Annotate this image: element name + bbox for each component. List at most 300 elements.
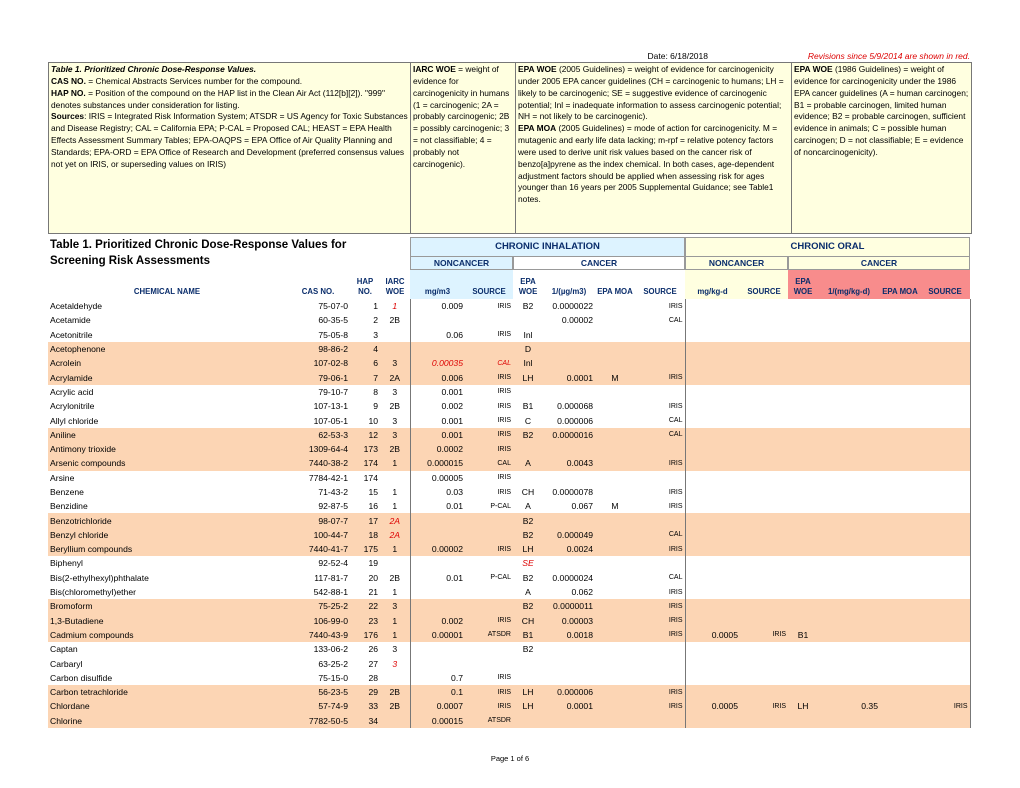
cell-sf-source — [920, 642, 970, 656]
cell-rfd — [685, 456, 740, 470]
cell-hap-no: 21 — [368, 587, 378, 598]
cell-rfd-source — [740, 656, 788, 670]
cell-ur-source — [635, 671, 685, 685]
cell-rfc-source — [465, 528, 513, 542]
cell-inh-woe: C — [524, 415, 532, 426]
cell-inh-moa — [595, 385, 635, 399]
cell-rfd-source — [740, 471, 788, 485]
cell-ur-source: CAL — [635, 528, 685, 542]
cell-iarc-woe: 1 — [392, 501, 398, 512]
cell-rfc-source: IRIS — [497, 674, 511, 682]
cell-rfd-source — [740, 599, 788, 613]
cell-rfc-source: IRIS — [497, 388, 511, 396]
cell-oral-woe — [788, 471, 818, 485]
cell-unit-risk: 0.0001 — [543, 370, 595, 384]
table-row — [48, 299, 970, 313]
cell-oral-woe — [788, 556, 818, 570]
cell-oral-moa — [880, 699, 920, 713]
cell-ur-source: IRIS — [635, 614, 685, 628]
cell-hap-no: 1 — [373, 301, 378, 312]
cell-iarc-woe: 2A — [380, 513, 410, 527]
cell-chemical-name: Benzidine — [50, 501, 88, 512]
cell-chemical-name: Acrylonitrile — [50, 401, 95, 412]
cell-oral-woe — [788, 614, 818, 628]
cell-oral-woe: LH — [788, 699, 818, 713]
cell-rfd-source — [740, 571, 788, 585]
cell-slope-factor — [818, 714, 880, 728]
cell-oral-moa — [880, 585, 920, 599]
cell-ur-source — [635, 471, 685, 485]
cell-unit-risk: 0.0001 — [543, 699, 595, 713]
cell-rfc-source: ATSDR — [465, 628, 513, 642]
cell-rfd — [685, 656, 740, 670]
cell-inh-woe: B2 — [522, 644, 534, 655]
cell-ur-source: IRIS — [635, 542, 685, 556]
cell-sf-source — [920, 370, 970, 384]
cell-unit-risk: 0.0024 — [543, 542, 595, 556]
table-row — [48, 356, 970, 370]
cell-inh-moa — [595, 656, 635, 670]
cell-cas-no: 7440-43-9 — [286, 628, 350, 642]
cell-slope-factor — [818, 556, 880, 570]
cell-rfd-source — [740, 556, 788, 570]
cell-cas-no: 106-99-0 — [286, 614, 350, 628]
chronic-inhalation-header: CHRONIC INHALATION — [410, 237, 685, 257]
cell-hap-no: 16 — [368, 501, 378, 512]
table-row — [48, 428, 970, 442]
cell-rfc — [410, 585, 465, 599]
cell-rfd — [685, 413, 740, 427]
cell-slope-factor — [818, 356, 880, 370]
cell-unit-risk: 0.0000022 — [552, 301, 593, 312]
cell-chemical-name: Acrylamide — [48, 370, 286, 384]
cell-sf-source — [920, 385, 970, 399]
table-row — [48, 513, 970, 527]
cell-cas-no: 79-06-1 — [286, 370, 350, 384]
cell-rfd-source — [740, 614, 788, 628]
cell-rfd-source — [740, 485, 788, 499]
cell-ur-source — [635, 556, 685, 570]
cell-oral-moa — [880, 385, 920, 399]
cell-ur-source — [635, 356, 685, 370]
cell-rfc-source: ATSDR — [465, 714, 513, 728]
cell-rfd — [685, 513, 740, 527]
cell-rfd-source — [740, 299, 788, 313]
cell-sf-source — [920, 542, 970, 556]
cell-inh-woe: LH — [513, 685, 543, 699]
cell-oral-woe — [788, 399, 818, 413]
cell-chemical-name: Arsine — [50, 472, 75, 483]
cell-inh-moa — [595, 685, 635, 699]
cell-slope-factor — [818, 542, 880, 556]
cell-iarc-woe: 1 — [380, 614, 410, 628]
cell-rfc — [410, 313, 465, 327]
cell-sf-source — [920, 499, 970, 513]
cell-ur-source — [635, 328, 685, 342]
cell-iarc-woe: 2A — [380, 528, 410, 542]
cell-hap-no: 7 — [350, 370, 380, 384]
cell-inh-woe — [513, 656, 543, 670]
cell-inh-woe — [513, 714, 543, 728]
cell-slope-factor — [818, 342, 880, 356]
cell-hap-no: 2 — [373, 315, 378, 326]
cell-iarc-woe: 1 — [380, 628, 410, 642]
cell-hap-no: 18 — [350, 528, 380, 542]
cell-unit-risk: 0.000049 — [543, 528, 595, 542]
cell-oral-moa — [880, 399, 920, 413]
cell-slope-factor — [818, 385, 880, 399]
cell-rfd-source — [740, 528, 788, 542]
cell-cas-no: 7782-50-5 — [286, 714, 350, 728]
cell-hap-no: 175 — [350, 542, 380, 556]
cell-ur-source: IRIS — [635, 628, 685, 642]
table-row — [48, 499, 970, 513]
cell-rfc: 0.00002 — [410, 542, 465, 556]
cell-oral-moa — [880, 370, 920, 384]
cell-inh-moa: M — [595, 370, 635, 384]
table-row — [48, 585, 970, 599]
cell-hap-no: 27 — [368, 658, 378, 669]
cell-oral-moa — [880, 471, 920, 485]
cell-hap-no: 173 — [350, 442, 380, 456]
cell-hap-no: 3 — [373, 329, 378, 340]
cell-unit-risk — [543, 385, 595, 399]
cell-oral-moa — [880, 542, 920, 556]
table-row — [48, 614, 970, 628]
cell-inh-woe: LH — [513, 699, 543, 713]
cell-hap-no: 15 — [368, 487, 378, 497]
cell-iarc-woe — [380, 671, 410, 685]
cell-inh-moa — [595, 599, 635, 613]
cell-rfc-source: IRIS — [465, 614, 513, 628]
cell-inh-moa — [595, 342, 635, 356]
cell-oral-moa — [880, 456, 920, 470]
cell-iarc-woe — [380, 471, 410, 485]
table-row — [48, 485, 970, 499]
cell-ur-source — [635, 513, 685, 527]
cell-oral-woe — [788, 714, 818, 728]
cell-inh-moa — [595, 442, 635, 456]
cell-rfd — [685, 342, 740, 356]
cell-sf-source — [920, 671, 970, 685]
cell-rfc-source: IRIS — [465, 370, 513, 384]
cell-cas-no: 75-07-0 — [318, 301, 348, 312]
cell-oral-moa — [880, 342, 920, 356]
cell-hap-no: 33 — [350, 699, 380, 713]
cell-rfd-source — [740, 442, 788, 456]
cell-chemical-name: Aniline — [48, 428, 286, 442]
cell-rfd — [685, 370, 740, 384]
cell-ur-source — [635, 642, 685, 656]
cell-cas-no: 62-53-3 — [286, 428, 350, 442]
cell-rfc-source: IRIS — [465, 428, 513, 442]
cell-slope-factor: 0.35 — [818, 699, 880, 713]
cell-slope-factor — [818, 513, 880, 527]
cell-slope-factor — [818, 628, 880, 642]
cell-unit-risk — [543, 671, 595, 685]
cell-inh-woe: A — [513, 456, 543, 470]
cell-cas-no: 60-35-5 — [318, 315, 348, 326]
cell-rfd — [685, 556, 740, 570]
cell-chemical-name: Acrylic acid — [50, 386, 94, 397]
cell-iarc-woe: 3 — [392, 415, 398, 426]
cell-rfd — [685, 299, 740, 313]
cell-slope-factor — [818, 571, 880, 585]
cell-oral-moa — [880, 714, 920, 728]
cell-oral-moa — [880, 685, 920, 699]
cell-unit-risk: 0.0000011 — [543, 599, 595, 613]
cell-iarc-woe: 2B — [389, 572, 400, 583]
cell-rfc — [410, 599, 465, 613]
notes-col-1 — [49, 63, 410, 233]
notes-col-2: IARC WOE = weight of evidence for carcinogenicity in humans (1 = carcinogenic; 2A = probably carcinogenic; 2B = possibly carcinogenic; 3 = not classifiable; 4 = probably not carcinogenic). — [410, 63, 515, 233]
cell-inh-moa — [595, 485, 635, 499]
cell-hap-no: 20 — [368, 572, 378, 583]
cell-rfc: 0.000015 — [410, 456, 465, 470]
cell-oral-moa — [880, 499, 920, 513]
cell-cas-no: 92-87-5 — [318, 501, 348, 512]
cell-inh-moa — [595, 313, 635, 327]
cell-rfc: 0.001 — [410, 385, 465, 399]
cell-inh-moa — [595, 456, 635, 470]
cell-rfd — [685, 442, 740, 456]
cell-oral-moa — [880, 614, 920, 628]
cell-inh-woe: SE — [522, 558, 534, 569]
cell-rfc-source — [465, 342, 513, 356]
cell-rfd-source — [740, 714, 788, 728]
cell-rfc — [410, 528, 465, 542]
cell-rfd — [685, 671, 740, 685]
notes-sources: Sources: IRIS = Integrated Risk Information System; ATSDR = US Agency for Toxic Substances and Disease Registry; CAL = California EPA; P-CAL = Proposed CAL; HEAST = EPA Health Effects Assessment Summary Tables; EPA-OAQPS = EPA Office of Air Quality Planning and Standards; EPA-ORD = EPA Office of Research and Development (preferred consensus values not yet on IRIS, or superseding values on IRIS) — [51, 111, 408, 169]
cell-rfc-source — [465, 656, 513, 670]
cell-oral-moa — [880, 442, 920, 456]
cell-slope-factor — [818, 499, 880, 513]
cell-inh-woe — [513, 471, 543, 485]
cell-rfc: 0.01 — [410, 571, 465, 585]
cell-iarc-woe: 3 — [392, 658, 398, 669]
cell-cas-no: 57-74-9 — [286, 699, 350, 713]
cell-inh-moa — [595, 413, 635, 427]
cell-oral-moa — [880, 528, 920, 542]
cell-inh-woe: A — [525, 587, 531, 598]
cell-iarc-woe: 3 — [380, 428, 410, 442]
cell-oral-woe — [788, 585, 818, 599]
cell-ur-source: CAL — [635, 413, 685, 427]
chronic-oral-header: CHRONIC ORAL — [685, 237, 970, 257]
cell-sf-source — [920, 656, 970, 670]
cell-oral-woe — [788, 513, 818, 527]
cell-cas-no: 75-05-8 — [318, 329, 348, 340]
cell-iarc-woe: 3 — [392, 644, 398, 655]
cell-rfc: 0.03 — [410, 485, 465, 499]
col-oral-epa-moa: EPA MOA — [880, 270, 920, 299]
cell-chemical-name: Bis(chloromethyl)ether — [50, 587, 136, 598]
cell-unit-risk — [543, 714, 595, 728]
cell-hap-no: 26 — [368, 644, 378, 655]
cell-slope-factor — [818, 471, 880, 485]
cell-iarc-woe: 3 — [380, 356, 410, 370]
cell-cas-no: 107-02-8 — [286, 356, 350, 370]
cell-inh-moa — [595, 642, 635, 656]
dose-response-table — [48, 299, 971, 728]
cell-rfd-source — [740, 542, 788, 556]
cell-chemical-name: Arsenic compounds — [48, 456, 286, 470]
cell-rfc-source — [465, 599, 513, 613]
col-rfc: mg/m3 — [410, 270, 465, 299]
cell-rfd — [685, 714, 740, 728]
cell-rfc-source: CAL — [465, 356, 513, 370]
table-row — [48, 370, 970, 384]
cell-iarc-woe: 2B — [380, 685, 410, 699]
cell-sf-source — [920, 628, 970, 642]
cell-sf-source — [920, 313, 970, 327]
cell-rfd-source — [740, 642, 788, 656]
cell-rfc-source: P-CAL — [490, 574, 511, 582]
cell-rfd — [685, 499, 740, 513]
cell-ur-source — [635, 656, 685, 670]
cell-rfc: 0.1 — [410, 685, 465, 699]
cell-unit-risk: 0.00002 — [561, 315, 593, 326]
table-row — [48, 313, 970, 327]
cell-rfc-source: IRIS — [465, 442, 513, 456]
cell-unit-risk: 0.062 — [571, 587, 593, 598]
cell-chemical-name: Captan — [50, 644, 78, 655]
cell-unit-risk: 0.0000016 — [543, 428, 595, 442]
cell-sf-source — [920, 342, 970, 356]
cell-inh-moa — [595, 556, 635, 570]
cell-oral-woe — [788, 313, 818, 327]
cell-sf-source — [920, 513, 970, 527]
cell-sf-source — [920, 485, 970, 499]
notes-hap: HAP NO. = Position of the compound on the HAP list in the Clean Air Act (112[b][2]). "999" denotes substances under consideration for listing. — [51, 87, 385, 110]
cell-slope-factor — [818, 413, 880, 427]
cell-inh-moa — [595, 699, 635, 713]
cell-rfd — [685, 528, 740, 542]
cell-rfc: 0.06 — [410, 328, 465, 342]
cell-sf-source — [920, 471, 970, 485]
oral-noncancer-header: NONCANCER — [685, 257, 788, 270]
cell-rfd-source — [740, 370, 788, 384]
cell-inh-woe: B2 — [513, 599, 543, 613]
notes-col-3: EPA WOE (2005 Guidelines) = weight of evidence for carcinogenicity under 2005 EPA cancer guidelines (CH = carcinogenic to humans; LH = likely to be carcinogenic; SE = suggestive evidence of carcinogenic potential; Inl = inadequate information to assess carcinogenic potential; NH = not likely to be carcinogenic). EPA MOA (2005 Guidelines) = mode of action for carcinogenicity. M = mutagenic and early life data lacking; m-rpf = relative potency factors were used to derive unit risk values based on the cancer risk of benzo[a]pyrene as the index chemical. In both cases, age-dependent adjustment factors should be applied when assessing risk for ages younger than 16 years per 2005 Supplemental Guidance; see Table1 notes. — [515, 63, 791, 233]
cell-slope-factor — [818, 328, 880, 342]
col-iarc-woe: IARC WOE — [385, 277, 405, 296]
cell-sf-source — [920, 556, 970, 570]
cell-rfd — [685, 599, 740, 613]
cell-oral-moa — [880, 642, 920, 656]
cell-rfd — [685, 571, 740, 585]
cell-hap-no: 34 — [350, 714, 380, 728]
cell-oral-moa — [880, 328, 920, 342]
cell-ur-source — [635, 714, 685, 728]
col-unit-risk: 1/(µg/m3) — [551, 287, 587, 296]
cell-hap-no: 8 — [373, 386, 378, 397]
cell-inh-woe — [513, 313, 543, 327]
cell-inh-moa — [595, 714, 635, 728]
cell-rfc: 0.002 — [410, 399, 465, 413]
cell-chemical-name: Benzene — [50, 487, 84, 497]
cell-iarc-woe: 2B — [380, 442, 410, 456]
cell-ur-source: IRIS — [635, 599, 685, 613]
cell-inh-woe: D — [513, 342, 543, 356]
oral-cancer-header: CANCER — [788, 257, 970, 270]
cell-oral-moa — [880, 556, 920, 570]
cell-inh-woe: Inl — [513, 356, 543, 370]
cell-rfc-source: IRIS — [465, 699, 513, 713]
table-row — [48, 385, 970, 399]
cell-rfd-source — [740, 413, 788, 427]
cell-rfc-source — [465, 642, 513, 656]
cell-iarc-woe — [380, 328, 410, 342]
cell-unit-risk — [543, 642, 595, 656]
cell-rfc-source: IRIS — [465, 542, 513, 556]
cell-ur-source: IRIS — [635, 370, 685, 384]
cell-oral-moa — [880, 656, 920, 670]
cell-oral-woe — [788, 442, 818, 456]
cell-unit-risk — [543, 442, 595, 456]
cell-cas-no: 1309-64-4 — [286, 442, 350, 456]
table-row — [48, 685, 970, 699]
cell-sf-source — [920, 428, 970, 442]
cell-hap-no: 10 — [368, 415, 378, 426]
cell-unit-risk: 0.0000078 — [552, 487, 593, 497]
cell-hap-no: 29 — [350, 685, 380, 699]
cell-cas-no: 79-10-7 — [318, 386, 348, 397]
cell-slope-factor — [818, 313, 880, 327]
cell-slope-factor — [818, 456, 880, 470]
cell-unit-risk: 0.067 — [571, 501, 593, 512]
notes-col-4: EPA WOE (1986 Guidelines) = weight of evidence for carcinogenicity under the 1986 EPA cancer guidelines (A = human carcinogen; B1 = probable carcinogen, limited human evidence; B2 = probable carcinogen, sufficient evidence in animals; C = possible human carcinogen; D = not classifiable; E = evidence of noncarcinogenicity). — [791, 63, 971, 233]
cell-iarc-woe — [380, 342, 410, 356]
cell-rfc: 0.00015 — [410, 714, 465, 728]
cell-rfc-source: IRIS — [497, 474, 511, 482]
cell-cas-no: 117-81-7 — [314, 572, 348, 583]
cell-slope-factor — [818, 299, 880, 313]
cell-rfd — [685, 585, 740, 599]
cell-inh-woe: B1 — [513, 628, 543, 642]
cell-rfc — [410, 513, 465, 527]
cell-rfc: 0.00035 — [410, 356, 465, 370]
col-chemical-name: CHEMICAL NAME — [133, 287, 201, 296]
cell-chemical-name: Acrolein — [48, 356, 286, 370]
inhalation-cancer-header: CANCER — [513, 257, 685, 270]
cell-unit-risk: 0.000006 — [543, 685, 595, 699]
table-row — [48, 471, 970, 485]
cell-inh-woe: A — [525, 501, 531, 512]
cell-inh-woe: CH — [513, 614, 543, 628]
cell-rfd-source: IRIS — [740, 699, 788, 713]
cell-chemical-name: Antimony trioxide — [48, 442, 286, 456]
cell-chemical-name: Carbon tetrachloride — [48, 685, 286, 699]
cell-hap-no: 6 — [350, 356, 380, 370]
cell-chemical-name: Acetonitrile — [50, 329, 93, 340]
cell-slope-factor — [818, 614, 880, 628]
cell-slope-factor — [818, 685, 880, 699]
cell-oral-woe — [788, 328, 818, 342]
col-rfc-source: SOURCE — [465, 270, 513, 299]
cell-oral-woe — [788, 413, 818, 427]
cell-chemical-name: Acetamide — [50, 315, 91, 326]
cell-slope-factor — [818, 656, 880, 670]
cell-sf-source — [920, 714, 970, 728]
cell-rfd-source — [740, 328, 788, 342]
cell-inh-woe: B2 — [513, 428, 543, 442]
cell-rfc-source: CAL — [465, 456, 513, 470]
cell-cas-no: 107-05-1 — [313, 415, 348, 426]
cell-unit-risk — [543, 513, 595, 527]
col-sf-source: SOURCE — [920, 270, 970, 299]
col-cas-no: CAS NO. — [301, 287, 335, 296]
